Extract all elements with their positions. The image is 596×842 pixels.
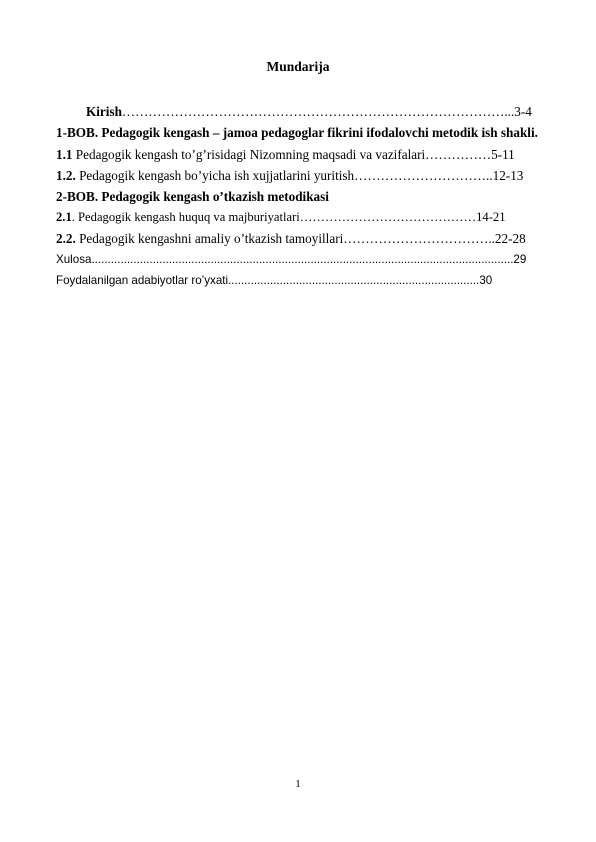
toc-page-range: 3-4 — [514, 104, 532, 119]
toc-entry-label: . Pedagogik kengash huquq va majburiyatlari — [71, 210, 300, 224]
toc-page-range: 29 — [513, 253, 527, 266]
toc-entry-label: Foydalanilgan adabiyotlar ro’yxati — [56, 274, 229, 287]
toc-page-range: 30 — [479, 274, 493, 287]
toc-chapter-label: 2-BOB. Pedagogik kengash o’tkazish metodikasi — [56, 189, 329, 204]
toc-entry-label: Pedagogik kengash to’g’risidagi Nizomning maqsadi va vazifalari — [72, 147, 426, 162]
toc-section-number: 2.1 — [56, 210, 72, 224]
toc-entry-intro[interactable] — [56, 101, 553, 122]
page-number: 1 — [295, 778, 301, 790]
toc-leader-dots: …………………………………… — [299, 210, 477, 224]
toc-entry-conclusion[interactable] — [56, 249, 553, 270]
toc-page-range: 22-28 — [494, 231, 526, 246]
page-title: Mundarija — [266, 59, 330, 74]
toc-entry-label: Pedagogik kengashni amaliy o’tkazish tamoyillari — [75, 231, 344, 246]
toc-entry-references[interactable] — [56, 270, 553, 291]
toc-leader-dots: ................................................................................................................................... — [91, 253, 514, 266]
table-of-contents — [56, 101, 553, 291]
toc-leader-dots: …………… — [425, 147, 492, 162]
toc-leader-dots: …………………………….. — [343, 231, 495, 246]
toc-page-range: 5-11 — [491, 147, 515, 162]
toc-entry-1-1[interactable] — [56, 144, 553, 165]
toc-entry-1-2[interactable] — [56, 165, 553, 186]
toc-entry-label: Pedagogik kengash bo’yicha ish xujjatlarini yuritish — [75, 168, 355, 183]
toc-leader-dots: .............................................................................. — [228, 274, 480, 287]
toc-entry-2-2[interactable] — [56, 228, 553, 249]
toc-page-range: 12-13 — [492, 168, 524, 183]
toc-chapter-1[interactable] — [56, 122, 553, 144]
toc-page-range: 14-21 — [476, 210, 506, 224]
toc-entry-label: Kirish — [86, 104, 122, 119]
toc-section-number: 1.2. — [56, 168, 76, 183]
toc-leader-dots: ………………………….. — [354, 168, 493, 183]
toc-section-number: 2.2. — [56, 231, 76, 246]
toc-entry-2-1[interactable] — [56, 207, 553, 228]
toc-chapter-label: 1-BOB. Pedagogik kengash – jamoa pedagoglar fikrini ifodalovchi metodik ish shakli. — [56, 125, 538, 140]
toc-section-number: 1.1 — [56, 147, 73, 162]
toc-chapter-2[interactable] — [56, 186, 553, 207]
toc-entry-label: Xulosa — [56, 253, 92, 266]
toc-leader-dots: ……………………………………………………………………………... — [121, 104, 515, 119]
